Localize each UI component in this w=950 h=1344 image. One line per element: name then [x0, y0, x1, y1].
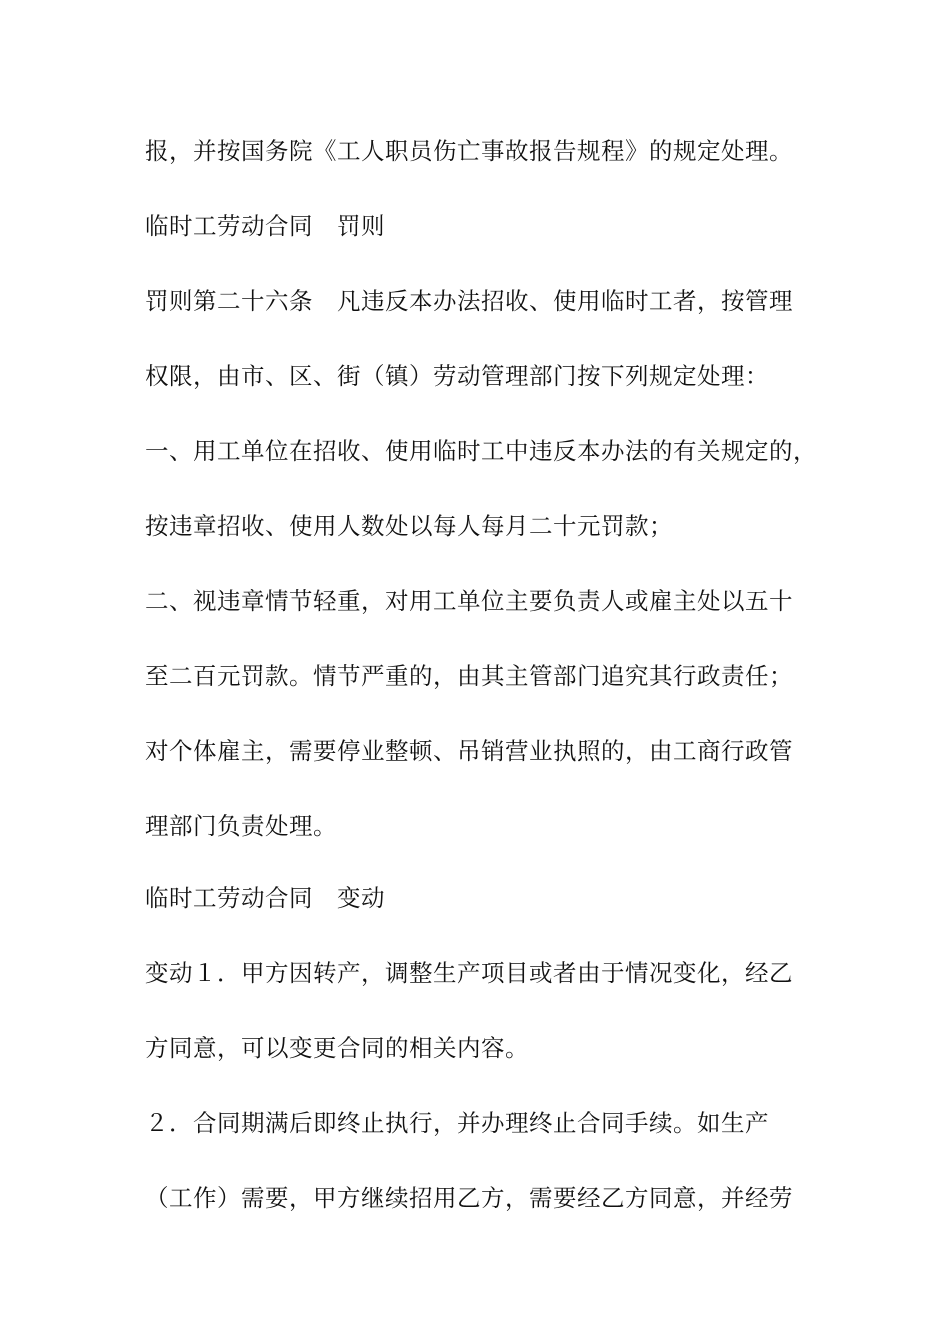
section-heading: 临时工劳动合同 变动 [145, 884, 385, 912]
text-line: 对个体雇主，需要停业整顿、吊销营业执照的，由工商行政管 [145, 737, 793, 765]
text-line: 罚则第二十六条 凡违反本办法招收、使用临时工者，按管理 [145, 287, 793, 315]
text-line: （工作）需要，甲方继续招用乙方，需要经乙方同意，并经劳 [145, 1184, 793, 1212]
text-line: 方同意，可以变更合同的相关内容。 [145, 1034, 529, 1062]
text-line: ２．合同期满后即终止执行，并办理终止合同手续。如生产 [145, 1109, 769, 1137]
text-line: 理部门负责处理。 [145, 812, 337, 840]
text-line: 报，并按国务院《工人职员伤亡事故报告规程》的规定处理。 [145, 137, 793, 165]
text-line: 权限，由市、区、街（镇）劳动管理部门按下列规定处理： [145, 362, 769, 390]
section-heading: 临时工劳动合同 罚则 [145, 212, 385, 240]
text-line: 一、用工单位在招收、使用临时工中违反本办法的有关规定的， [145, 437, 817, 465]
text-line: 至二百元罚款。情节严重的，由其主管部门追究其行政责任； [145, 662, 793, 690]
text-line: 二、视违章情节轻重，对用工单位主要负责人或雇主处以五十 [145, 587, 793, 615]
text-line: 按违章招收、使用人数处以每人每月二十元罚款； [145, 512, 673, 540]
text-line: 变动１．甲方因转产，调整生产项目或者由于情况变化，经乙 [145, 959, 793, 987]
